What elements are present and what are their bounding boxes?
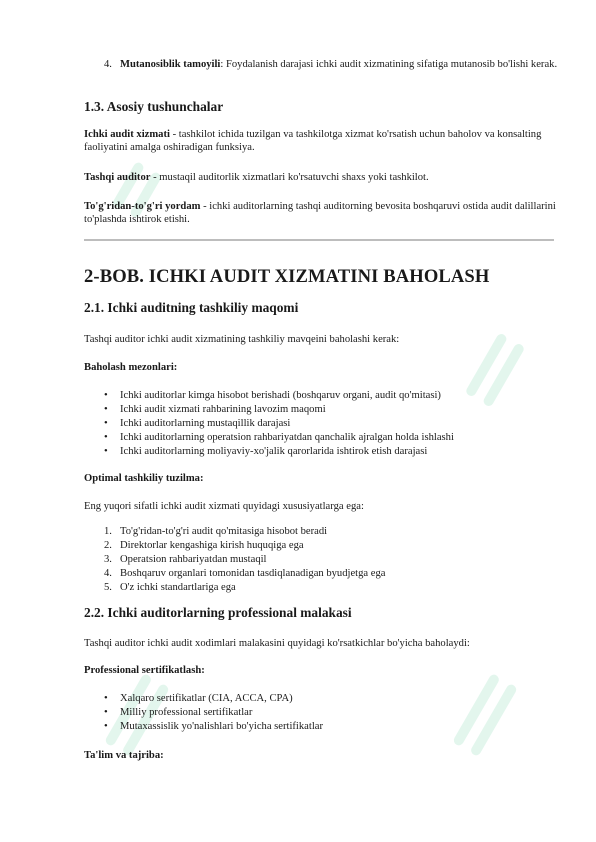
item-term: Mutanosiblik tamoyili [120,59,221,70]
list-item: • Mutaxassislik yo'nalishlari bo'yicha sertifikatlar [104,721,323,732]
paragraph: Tashqi auditor ichki audit xizmatining tashkiliy mavqeini baholashi kerak: [84,334,400,345]
subheading: Baholash mezonlari: [84,362,178,373]
bullet-list [84,692,554,734]
list-item: • Milliy professional sertifikatlar [104,707,253,718]
paragraph: Eng yuqori sifatli ichki audit xizmati quyidagi xususiyatlarga ega: [84,501,364,512]
numbered-list [84,525,554,595]
subheading: Optimal tashkiliy tuzilma: [84,473,204,484]
list-item: • Xalqaro sertifikatlar (CIA, ACCA, CPA) [104,693,293,704]
section-heading: 1.3. Asosiy tushunchalar [84,99,224,114]
subheading: Professional sertifikatlash: [84,665,205,676]
horizontal-divider [84,239,554,241]
list-number: 4. [104,59,112,70]
definition-paragraph: Ichki audit xizmati - tashkilot ichida tuzilgan va tashkilotga xizmat ko'rsatish uchun baholov va konsalting faoliyatini amalga oshiradigan funksiya. [84,129,542,153]
list-item [84,58,560,71]
list-item: • Ichki auditorlarning mustaqillik darajasi [104,418,291,429]
subheading: Ta'lim va tajriba: [84,750,164,761]
section-heading: 2.2. Ichki auditorlarning professional malakasi [84,605,352,620]
definition-paragraph: Tashqi auditor - mustaqil auditorlik xizmatlari ko'rsatuvchi shaxs yoki tashkilot. [84,172,429,183]
list-item: • Ichki auditorlarning moliyaviy-xo'jalik qarorlarida ishtirok etish darajasi [104,446,428,457]
chapter-title: 2-BOB. ICHKI AUDIT XIZMATINI BAHOLASH [84,266,490,287]
list-item: • Ichki audit xizmati rahbarining lavozim maqomi [104,404,326,415]
list-item: 5. O'z ichki standartlariga ega [104,582,236,593]
list-item: • Ichki auditorlarning operatsion rahbariyatdan qanchalik ajralgan holda ishlashi [104,432,454,443]
definition-paragraph: To'g'ridan-to'g'ri yordam - ichki auditorlarning tashqi auditorning bevosita boshqaruvi ostida audit dalillarini to'plashda ishtirok etishi. [84,201,556,225]
paragraph: Tashqi auditor ichki audit xodimlari malakasini quyidagi ko'rsatkichlar bo'yicha baholaydi: [84,638,470,649]
list-item: 2. Direktorlar kengashiga kirish huquqiga ega [104,540,304,551]
list-item: 4. Boshqaruv organlari tomonidan tasdiqlanadigan byudjetga ega [104,568,386,579]
list-item: 3. Operatsion rahbariyatdan mustaqil [104,554,267,565]
bullet-list [84,389,554,459]
list-item: 1. To'g'ridan-to'g'ri audit qo'mitasiga hisobot beradi [104,526,328,537]
item-text: : Foydalanish darajasi ichki audit xizmatining sifatiga mutanosib bo'lishi kerak. [220,59,558,70]
section-heading: 2.1. Ichki auditning tashkiliy maqomi [84,300,299,315]
list-item: • Ichki auditorlar kimga hisobot berishadi (boshqaruv organi, audit qo'mitasi) [104,390,441,401]
